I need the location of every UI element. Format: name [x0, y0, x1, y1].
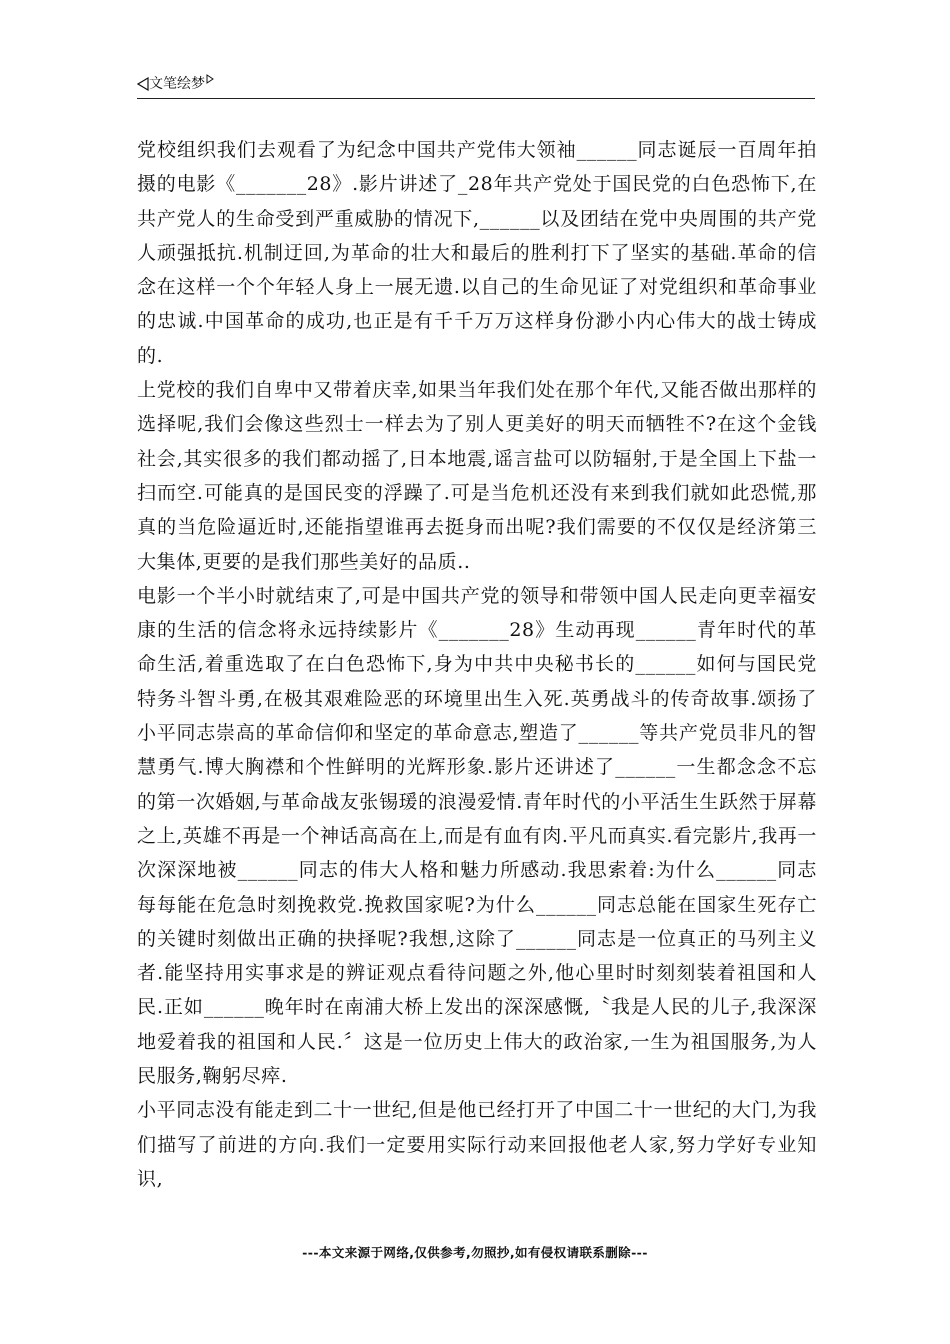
footer-disclaimer: ---本文来源于网络,仅供参考,勿照抄,如有侵权请联系删除---: [302, 1245, 648, 1260]
paragraph: 电影一个半小时就结束了,可是中国共产党的领导和带领中国人民走向更幸福安康的生活的信念将永远持续影片《_______28》生动再现______青年时代的革命生活,着重选取了在白色恐怖下,身为中共中央秘书长的______如何与国民党特务斗智斗勇,在极其艰难险恶的环境里出生入死.英勇战斗的传奇故事.颂扬了小平同志崇高的革命信仰和坚定的革命意志,塑造了______等共产党员非凡的智慧勇气.博大胸襟和个性鲜明的光辉形象.影片还讲述了______一生都念念不忘的第一次婚姻,与革命战友张锡瑗的浪漫爱情.青年时代的小平活生生跃然于屏幕之上,英雄不再是一个神话高高在上,而是有血有肉.平凡而真实.看完影片,我再一次深深地被______同志的伟大人格和魅力所感动.我思索着:为什么______同志每每能在危急时刻挽救党.挽救国家呢?为什么______同志总能在国家生死存亡的关键时刻做出正确的抉择呢?我想,这除了______同志是一位真正的马列主义者.能坚持用实事求是的辨证观点看待问题之外,他心里时时刻刻装着祖国和人民.正如______晚年时在南浦大桥上发出的深深感慨,〝我是人民的儿子,我深深地爱着我的祖国和人民.〞这是一位历史上伟大的政治家,一生为祖国服务,为人民服务,鞠躬尽瘁.: [137, 584, 817, 1088]
header-title: 文笔绘梦: [149, 76, 205, 92]
triangle-right-icon: [206, 74, 214, 84]
paragraph: 小平同志没有能走到二十一世纪,但是他已经打开了中国二十一世纪的大门,为我们描写了前进的方向.我们一定要用实际行动来回报他老人家,努力学好专业知识,: [137, 1099, 817, 1190]
triangle-left-icon: [137, 77, 149, 91]
page-header: [137, 74, 815, 99]
paragraph: 党校组织我们去观看了为纪念中国共产党伟大领袖______同志诞辰一百周年拍摄的电影《_______28》.影片讲述了_28年共产党处于国民党的白色恐怖下,在共产党人的生命受到严重威胁的情况下,______以及团结在党中央周围的共产党人顽强抵抗.机制迂回,为革命的壮大和最后的胜利打下了坚实的基础.革命的信念在这样一个个年轻人身上一展无遗.以自己的生命见证了对党组织和革命事业的忠诚.中国革命的成功,也正是有千千万万这样身份渺小内心伟大的战士铸成的.: [137, 139, 817, 367]
paragraph: 上党校的我们自卑中又带着庆幸,如果当年我们处在那个年代,又能否做出那样的选择呢,我们会像这些烈士一样去为了别人更美好的明天而牺牲不?在这个金钱社会,其实很多的我们都动摇了,日本地震,谣言盐可以防辐射,于是全国上下盐一扫而空.可能真的是国民变的浮躁了.可是当危机还没有来到我们就如此恐慌,那真的当危险逼近时,还能指望谁再去挺身而出呢?我们需要的不仅仅是经济第三大集体,更要的是我们那些美好的品质..: [137, 379, 817, 573]
document-body: [137, 133, 817, 1196]
